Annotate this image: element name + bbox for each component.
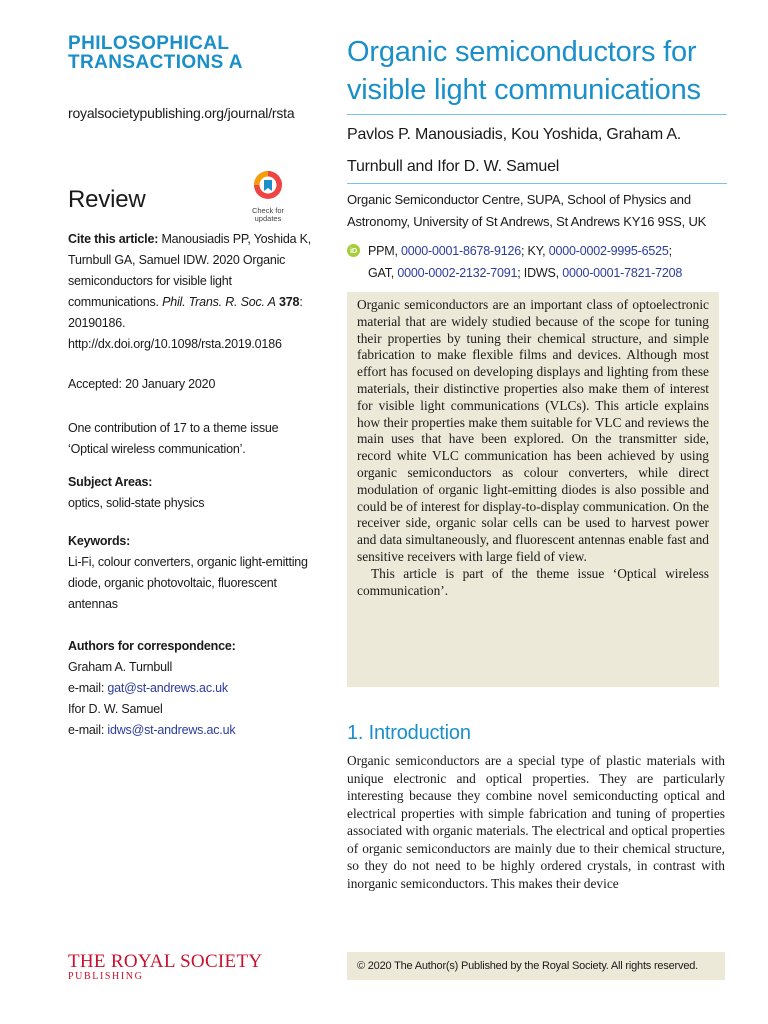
article-type: Review bbox=[68, 186, 146, 213]
orcid-gat-label: GAT, bbox=[368, 266, 398, 280]
copyright-text: 2020 The Author(s) Published by the Royal Society. All rights reserved. bbox=[364, 960, 699, 972]
subject-label: Subject Areas: bbox=[68, 475, 153, 489]
cite-volume: 378 bbox=[279, 295, 300, 309]
orcid-ky-link[interactable]: 0000-0002-9995-6525 bbox=[548, 244, 669, 258]
journal-logo bbox=[68, 34, 328, 72]
subject-areas bbox=[68, 472, 313, 514]
title-divider bbox=[347, 114, 727, 115]
cite-journal: Phil. Trans. R. Soc. A bbox=[162, 295, 276, 309]
check-for-updates-badge[interactable] bbox=[246, 170, 290, 223]
orcid-sep: ; bbox=[668, 244, 672, 258]
correspondence bbox=[68, 636, 313, 741]
theme-contribution: One contribution of 17 to a theme issue ‘Optical wireless communication’. bbox=[68, 421, 279, 456]
corr1-name: Graham A. Turnbull bbox=[68, 660, 173, 674]
accepted-date: Accepted: 20 January 2020 bbox=[68, 377, 216, 391]
orcid-icon: iD bbox=[347, 244, 360, 257]
article-authors: Pavlos P. Manousiadis, Kou Yoshida, Graham A. Turnbull and Ifor D. W. Samuel bbox=[347, 126, 682, 175]
check-updates-icon bbox=[253, 170, 283, 200]
abstract-paragraph-1: Organic semiconductors are an important class of optoelectronic material that are widely studied because of the scope for tuning their properties by tuning their chemical structure, and simple fabrication to make flexible films and devices. Although most effort has focused on developing displays and lighting from these materials, their distinctive properties also make them of interest for visible light communications (VLCs). This article explains how their properties make them suitable for VLC and reviews the main uses that have been explored. On the transmitter side, record white VLC communication has been achieved by using organic semiconductors as colour converters, while direct modulation of organic light-emitting diodes is also possible and could be of interest for display-to-display communication. On the receiver side, organic solar cells can be used to harvest power and data simultaneously, and fluorescent antennas enable fast and sensitive receivers with large field of view. bbox=[357, 297, 709, 564]
orcid-idws-link[interactable]: 0000-0001-7821-7208 bbox=[562, 266, 683, 280]
orcid-ppm-link[interactable]: 0000-0001-8678-9126 bbox=[401, 244, 521, 258]
keywords-label: Keywords: bbox=[68, 534, 131, 548]
corr1-email-link[interactable]: gat@st-andrews.ac.uk bbox=[107, 681, 228, 695]
orcid-idws-label: ; IDWS, bbox=[517, 266, 563, 280]
intro-paragraph: Organic semiconductors are a special type of plastic materials with unique electronic and optical properties. They are particularly interesting because they combine novel semiconducting optical and electrical properties with simple fabrication and tuning of properties associated with organic materials. The electrical and optical properties of organic semiconductors are mainly due to their chemical structure, so they do not need to be highly ordered crystals, in contrast with inorganic semiconductors. This makes their device bbox=[347, 753, 725, 891]
orcid-list bbox=[347, 240, 737, 284]
cite-label: Cite this article: bbox=[68, 232, 159, 246]
doi-link[interactable]: http://dx.doi.org/10.1098/rsta.2019.0186 bbox=[68, 337, 282, 351]
copyright-bar bbox=[347, 952, 725, 980]
section-heading: 1. Introduction bbox=[347, 722, 471, 744]
journal-url[interactable]: royalsocietypublishing.org/journal/rsta bbox=[68, 105, 295, 121]
authors-divider bbox=[347, 183, 727, 184]
correspondence-label: Authors for correspondence: bbox=[68, 639, 236, 653]
cite-text: Manousiadis PP, Yoshida K, Turnbull GA, Samuel IDW. 2020 Organic semiconductors for visible light communications. bbox=[68, 232, 312, 309]
corr1-email-label: e-mail: bbox=[68, 681, 108, 695]
corr2-name: Ifor D. W. Samuel bbox=[68, 702, 163, 716]
publisher-logo bbox=[68, 951, 262, 982]
keywords bbox=[68, 531, 313, 615]
corr2-email-label: e-mail: bbox=[68, 723, 108, 737]
publisher-sub: PUBLISHING bbox=[68, 971, 144, 982]
journal-name-line1: PHILOSOPHICAL bbox=[68, 33, 230, 54]
article-affiliation: Organic Semiconductor Centre, SUPA, School of Physics and Astronomy, University of St Andrews, St Andrews KY16 9SS, UK bbox=[347, 192, 707, 229]
citation-block bbox=[68, 229, 313, 355]
subject-text: optics, solid-state physics bbox=[68, 496, 205, 510]
journal-name-line2: TRANSACTIONS A bbox=[68, 52, 243, 73]
publisher-name: THE ROYAL SOCIETY bbox=[68, 951, 263, 972]
copyright-icon: © bbox=[357, 960, 365, 972]
keywords-text: Li-Fi, colour converters, organic light-emitting diode, organic photovoltaic, fluorescent antennas bbox=[68, 555, 308, 611]
corr2-email-link[interactable]: idws@st-andrews.ac.uk bbox=[107, 723, 236, 737]
orcid-ppm-label: PPM, bbox=[368, 244, 402, 258]
cite-rest: : 20190186. bbox=[68, 295, 303, 330]
abstract-box bbox=[347, 292, 719, 687]
article-title: Organic semiconductors for visible light communications bbox=[347, 36, 701, 106]
orcid-gat-link[interactable]: 0000-0002-2132-7091 bbox=[397, 266, 518, 280]
orcid-ky-label: ; KY, bbox=[520, 244, 549, 258]
check-updates-line1: Check for bbox=[251, 206, 285, 215]
check-updates-line2: updates bbox=[254, 214, 282, 223]
abstract-paragraph-2: This article is part of the theme issue ‘Optical wireless communication’. bbox=[357, 565, 709, 598]
